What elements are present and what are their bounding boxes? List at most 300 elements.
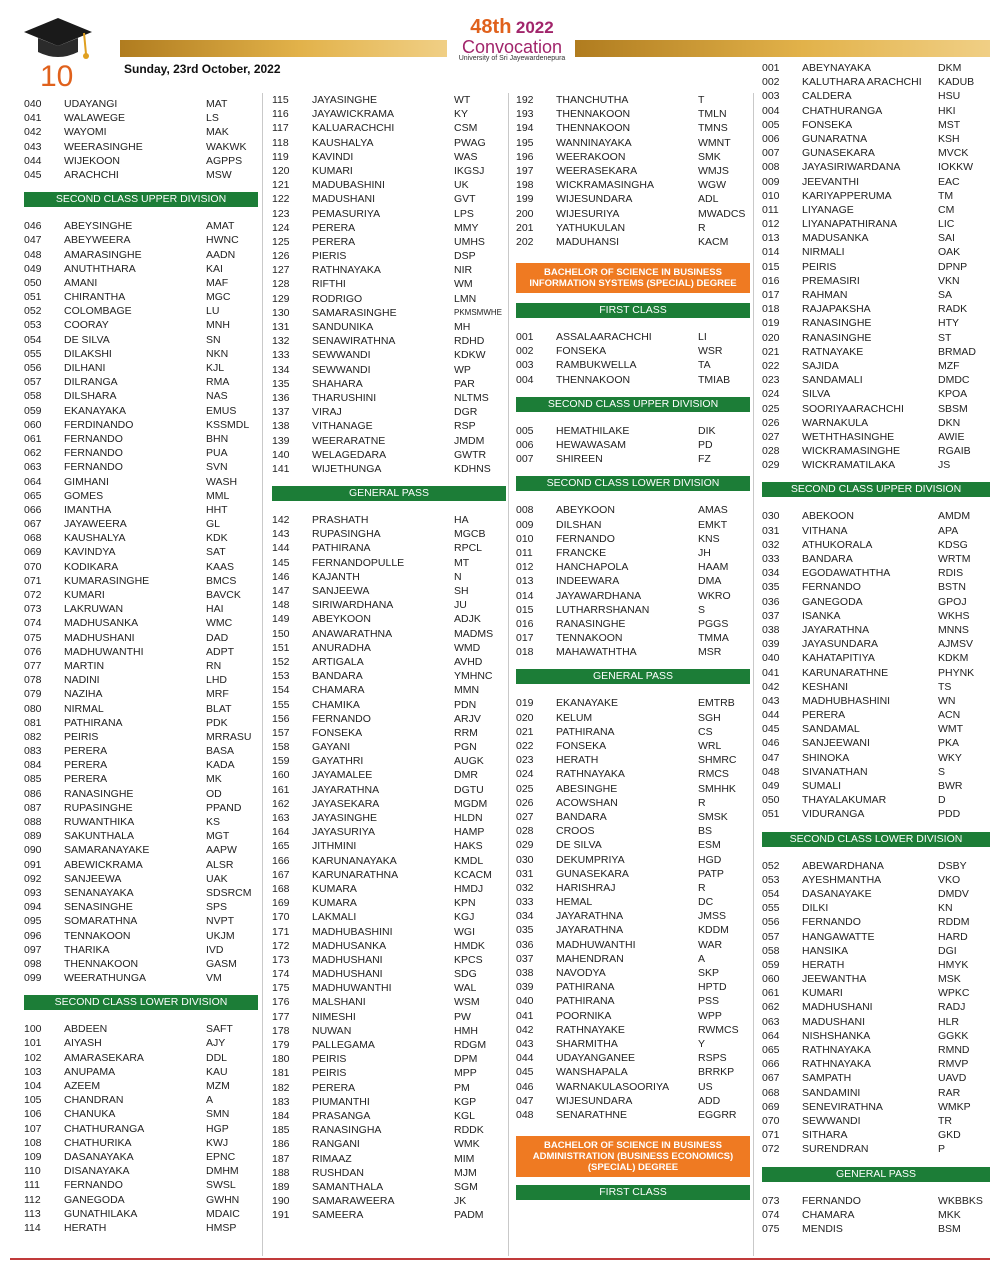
- graduate-initials: SVN: [206, 461, 228, 474]
- graduate-surname: SAMANTHALA: [312, 1180, 384, 1193]
- graduate-number: 198: [516, 179, 534, 192]
- graduate-surname: CHANDRAN: [64, 1094, 124, 1107]
- graduate-number: 190: [272, 1195, 290, 1208]
- graduate-surname: YATHUKULAN: [556, 221, 626, 234]
- graduate-initials: CSM: [454, 122, 478, 135]
- graduate-initials: KAU: [206, 1065, 228, 1078]
- graduate-surname: WICKRAMASINGHA: [556, 179, 655, 192]
- graduate-number: 028: [762, 445, 780, 458]
- graduate-number: 058: [762, 944, 780, 957]
- graduate-initials: IOKKW: [938, 161, 974, 174]
- graduate-row: [762, 245, 990, 259]
- graduate-initials: HAI: [206, 603, 224, 616]
- graduate-number: 041: [24, 112, 42, 125]
- graduate-surname: ABESINGHE: [556, 782, 618, 795]
- graduate-number: 170: [272, 911, 290, 924]
- graduate-row: [516, 424, 750, 438]
- graduate-row: [24, 233, 258, 247]
- graduation-cap-icon: [22, 14, 94, 64]
- graduate-initials: RMA: [206, 376, 230, 389]
- page-number: 10: [40, 60, 74, 93]
- graduate-initials: DPNP: [938, 260, 968, 273]
- graduate-number: 138: [272, 420, 290, 433]
- graduate-initials: NIR: [454, 264, 473, 277]
- graduate-number: 143: [272, 528, 290, 541]
- graduate-row: [272, 249, 506, 263]
- graduate-initials: MZF: [938, 359, 960, 372]
- graduate-row: [24, 702, 258, 716]
- degree-banner: BACHELOR OF SCIENCE IN BUSINESS ADMINISTRATION (BUSINESS ECONOMICS) (SPECIAL) DEGREE: [516, 1136, 750, 1177]
- graduate-number: 019: [516, 697, 534, 710]
- graduate-number: 038: [762, 623, 780, 636]
- graduate-row: [762, 189, 990, 203]
- graduate-initials: R: [698, 881, 706, 894]
- graduate-number: 104: [24, 1080, 42, 1092]
- graduate-initials: KPN: [454, 897, 476, 910]
- graduate-initials: DMR: [454, 769, 478, 782]
- graduate-number: 093: [24, 886, 42, 899]
- graduate-initials: RGAIB: [938, 445, 971, 458]
- graduate-number: 127: [272, 264, 290, 277]
- graduate-number: 122: [272, 193, 290, 206]
- graduate-surname: GANEGODA: [64, 1193, 125, 1206]
- graduate-initials: BMCS: [206, 574, 237, 587]
- graduate-initials: EMUS: [206, 404, 237, 417]
- graduate-surname: UDAYANGANEE: [556, 1052, 635, 1065]
- graduate-number: 137: [272, 406, 290, 419]
- graduate-row: [24, 687, 258, 701]
- graduate-initials: RSPS: [698, 1052, 727, 1065]
- graduate-initials: RRM: [454, 726, 478, 739]
- graduate-number: 046: [24, 220, 42, 233]
- graduate-number: 047: [762, 751, 780, 764]
- graduate-row: [24, 154, 258, 168]
- graduate-row: [516, 938, 750, 952]
- graduate-number: 118: [272, 136, 289, 149]
- graduate-number: 029: [516, 839, 534, 852]
- graduate-initials: HTY: [938, 317, 959, 330]
- graduate-row: [272, 513, 506, 527]
- graduate-number: 196: [516, 150, 534, 163]
- graduate-initials: WPKC: [938, 987, 970, 1000]
- graduate-surname: KAVINDI: [312, 150, 354, 163]
- graduate-number: 117: [272, 122, 289, 135]
- graduate-row: [272, 277, 506, 291]
- graduate-row: [272, 1152, 506, 1166]
- graduate-initials: KS: [206, 816, 221, 828]
- graduate-initials: MVCK: [938, 147, 969, 160]
- graduate-row: [762, 217, 990, 231]
- graduate-row: [24, 1093, 258, 1107]
- graduate-row: [516, 1023, 750, 1037]
- graduate-row: [762, 1222, 990, 1236]
- graduate-number: 153: [272, 670, 290, 683]
- graduate-row: [272, 1081, 506, 1095]
- graduate-initials: JMDM: [454, 434, 485, 447]
- graduate-surname: EKANAYAKA: [64, 404, 127, 417]
- graduate-surname: SAMARANAYAKE: [64, 844, 150, 857]
- graduate-number: 040: [516, 995, 534, 1008]
- graduate-row: [272, 598, 506, 612]
- graduate-surname: FERNANDO: [802, 581, 861, 594]
- graduate-surname: JAYARATHNA: [802, 623, 870, 636]
- column-4: [762, 61, 990, 1236]
- graduate-row: [24, 276, 258, 290]
- graduate-initials: AVHD: [454, 655, 483, 668]
- graduate-number: 021: [516, 725, 534, 738]
- graduate-row: [762, 930, 990, 944]
- graduate-surname: RANASINGHE: [556, 617, 626, 630]
- graduate-number: 032: [516, 881, 534, 894]
- graduate-number: 195: [516, 136, 534, 149]
- graduate-surname: HERATH: [802, 958, 845, 971]
- graduate-surname: PEIRIS: [64, 730, 99, 743]
- graduate-list: [762, 859, 990, 1157]
- graduate-initials: MZM: [206, 1080, 230, 1092]
- graduate-row: [24, 1051, 258, 1065]
- convocation-logo: [447, 16, 577, 76]
- graduate-number: 074: [762, 1208, 780, 1221]
- graduate-number: 053: [24, 319, 42, 332]
- graduate-number: 040: [762, 652, 780, 665]
- graduate-surname: HARISHRAJ: [556, 881, 616, 894]
- graduate-surname: MADHUSHANI: [64, 631, 135, 644]
- graduate-surname: KARUNARATHNA: [312, 868, 399, 881]
- graduate-surname: PEIRIS: [312, 1067, 347, 1080]
- graduate-initials: SN: [206, 333, 221, 346]
- graduate-number: 015: [762, 260, 780, 273]
- graduate-row: [24, 560, 258, 574]
- graduate-initials: ADL: [698, 193, 719, 206]
- graduate-initials: PWAG: [454, 136, 486, 149]
- graduate-surname: ISANKA: [802, 609, 841, 622]
- graduate-surname: HERATH: [556, 754, 599, 767]
- graduate-surname: WIJETHUNGA: [312, 462, 382, 475]
- graduate-row: [24, 716, 258, 730]
- graduate-surname: LIYANAGE: [802, 203, 854, 216]
- graduate-number: 046: [762, 737, 780, 750]
- graduate-surname: RANASINGHE: [802, 331, 872, 344]
- graduate-number: 022: [762, 359, 780, 372]
- graduate-initials: WMNT: [698, 136, 731, 149]
- graduate-surname: SAMARAWEERA: [312, 1195, 395, 1208]
- graduate-surname: MALSHANI: [312, 996, 366, 1009]
- graduate-initials: Y: [698, 1037, 706, 1050]
- graduate-row: [272, 669, 506, 683]
- graduate-row: [762, 160, 990, 174]
- graduate-number: 173: [272, 953, 290, 966]
- graduate-initials: MT: [454, 556, 470, 569]
- graduate-initials: UAK: [206, 872, 228, 885]
- graduate-row: [272, 1066, 506, 1080]
- graduate-row: [272, 570, 506, 584]
- graduate-surname: JAYARATHNA: [556, 924, 624, 937]
- graduate-row: [762, 104, 990, 118]
- graduate-initials: KGL: [454, 1109, 476, 1122]
- graduate-initials: RPCL: [454, 542, 483, 555]
- graduate-row: [762, 623, 990, 637]
- graduate-row: [272, 377, 506, 391]
- graduate-row: [24, 900, 258, 914]
- graduate-row: [516, 136, 750, 150]
- graduate-number: 060: [24, 418, 42, 431]
- graduate-initials: KN: [938, 902, 953, 915]
- graduate-number: 044: [516, 1052, 534, 1065]
- graduate-row: [762, 1114, 990, 1128]
- graduate-number: 075: [762, 1222, 780, 1235]
- graduate-surname: POORNIKA: [556, 1009, 612, 1022]
- graduate-initials: PDD: [938, 808, 961, 821]
- graduate-initials: AMAS: [698, 504, 728, 517]
- graduate-surname: KUMARASINGHE: [64, 574, 150, 587]
- graduate-number: 042: [516, 1023, 534, 1036]
- graduate-initials: MMN: [454, 684, 480, 697]
- graduate-initials: KAI: [206, 262, 223, 275]
- graduate-number: 012: [762, 218, 780, 231]
- graduate-initials: DDL: [206, 1051, 228, 1064]
- graduate-row: [24, 801, 258, 815]
- graduate-initials: WKY: [938, 751, 962, 764]
- graduate-initials: MGCB: [454, 528, 486, 541]
- graduate-surname: THAYALAKUMAR: [802, 794, 887, 807]
- graduate-surname: MAHENDRAN: [556, 952, 624, 965]
- graduate-number: 012: [516, 561, 534, 574]
- graduate-row: [24, 1122, 258, 1136]
- graduate-initials: PDK: [206, 716, 228, 729]
- graduate-initials: S: [698, 603, 706, 616]
- graduate-row: [272, 541, 506, 555]
- section-heading: GENERAL PASS: [516, 669, 750, 684]
- graduate-row: [516, 767, 750, 781]
- graduate-number: 099: [24, 972, 42, 985]
- column-1: [24, 97, 258, 1235]
- graduate-row: [272, 320, 506, 334]
- graduate-surname: JEEVANTHI: [802, 175, 859, 188]
- graduate-number: 050: [762, 794, 780, 807]
- graduate-surname: PATHIRANA: [556, 725, 615, 738]
- graduate-initials: RAR: [938, 1086, 961, 1099]
- graduate-initials: WAL: [454, 982, 477, 995]
- graduate-surname: SURENDRAN: [802, 1143, 869, 1156]
- graduate-number: 167: [272, 868, 290, 881]
- graduate-row: [24, 111, 258, 125]
- graduate-initials: DKN: [938, 416, 961, 429]
- graduate-row: [24, 168, 258, 182]
- graduate-surname: MADHUSANKA: [64, 617, 139, 630]
- graduate-row: [24, 1136, 258, 1150]
- graduate-initials: HMSP: [206, 1221, 237, 1234]
- graduate-initials: EAC: [938, 175, 960, 188]
- graduate-initials: AAPW: [206, 844, 237, 857]
- graduate-initials: MK: [206, 773, 222, 786]
- graduate-initials: OD: [206, 787, 222, 800]
- graduate-number: 001: [516, 331, 534, 344]
- graduate-number: 045: [24, 168, 42, 181]
- graduate-number: 059: [762, 958, 780, 971]
- graduate-row: [272, 712, 506, 726]
- graduate-initials: DGI: [938, 944, 957, 957]
- graduate-number: 006: [762, 132, 780, 145]
- graduate-surname: ARTIGALA: [312, 655, 364, 668]
- graduate-surname: ANURADHA: [312, 641, 371, 654]
- graduate-surname: SANJEEWA: [312, 585, 370, 597]
- graduate-row: [272, 1123, 506, 1137]
- graduate-surname: MADHUSHANI: [312, 953, 383, 966]
- graduate-surname: SANDAMALI: [802, 374, 863, 387]
- graduate-number: 003: [762, 90, 780, 103]
- logo-year: 2022: [515, 18, 554, 37]
- graduate-row: [762, 552, 990, 566]
- graduate-initials: DGR: [454, 406, 478, 419]
- graduate-row: [516, 574, 750, 588]
- graduate-number: 114: [24, 1221, 41, 1234]
- graduate-number: 179: [272, 1039, 290, 1051]
- graduate-surname: KUMARI: [64, 589, 105, 601]
- graduate-initials: LU: [206, 305, 220, 318]
- graduate-initials: MDAIC: [206, 1207, 240, 1220]
- graduate-number: 061: [762, 987, 780, 1000]
- graduate-surname: HANCHAPOLA: [556, 561, 629, 574]
- graduate-initials: TS: [938, 680, 952, 693]
- graduate-initials: TMLN: [698, 108, 727, 121]
- graduate-surname: AIYASH: [64, 1037, 102, 1050]
- graduate-initials: ARJV: [454, 712, 481, 725]
- graduate-surname: SANDAMAL: [802, 723, 860, 736]
- graduate-surname: CHAMARA: [312, 684, 365, 697]
- graduate-number: 048: [762, 765, 780, 778]
- graduate-number: 058: [24, 390, 42, 403]
- graduate-number: 007: [762, 147, 780, 160]
- graduate-row: [272, 405, 506, 419]
- graduate-initials: TMNS: [698, 122, 728, 135]
- graduate-row: [762, 1128, 990, 1142]
- graduate-surname: GUNARATNA: [802, 132, 868, 145]
- graduate-initials: ADJK: [454, 613, 481, 626]
- graduate-row: [272, 1166, 506, 1180]
- graduate-row: [272, 419, 506, 433]
- graduate-number: 092: [24, 872, 42, 885]
- graduate-number: 150: [272, 627, 290, 640]
- graduate-number: 073: [762, 1194, 780, 1207]
- graduate-initials: MML: [206, 489, 230, 502]
- graduate-number: 057: [762, 930, 780, 943]
- graduate-row: [516, 150, 750, 164]
- graduate-number: 039: [516, 981, 534, 994]
- graduate-surname: CHANUKA: [64, 1108, 116, 1121]
- graduate-initials: SH: [454, 585, 469, 597]
- graduate-number: 043: [516, 1037, 534, 1050]
- graduate-initials: HAAM: [698, 561, 729, 574]
- graduate-number: 171: [272, 925, 290, 938]
- graduate-row: [762, 402, 990, 416]
- graduate-row: [516, 909, 750, 923]
- graduate-number: 056: [762, 916, 780, 929]
- graduate-surname: FERNANDO: [64, 461, 123, 474]
- graduate-row: [272, 462, 506, 476]
- graduate-initials: RMND: [938, 1044, 970, 1056]
- graduate-initials: WAS: [454, 150, 478, 163]
- graduate-number: 091: [24, 858, 42, 871]
- graduate-initials: KDSG: [938, 538, 968, 551]
- graduate-initials: CS: [698, 725, 713, 738]
- graduate-initials: HWNC: [206, 234, 239, 247]
- graduate-row: [24, 843, 258, 857]
- graduate-initials: WT: [454, 94, 471, 106]
- graduate-surname: SEWWANDI: [802, 1114, 861, 1127]
- graduate-surname: AYESHMANTHA: [802, 873, 882, 886]
- graduate-surname: RAHMAN: [802, 289, 848, 301]
- graduate-number: 014: [516, 589, 534, 602]
- graduate-number: 068: [24, 532, 42, 545]
- graduate-number: 097: [24, 943, 42, 956]
- graduate-row: [272, 1109, 506, 1123]
- graduate-initials: MH: [454, 321, 471, 333]
- graduate-surname: NIMESHI: [312, 1010, 356, 1023]
- graduate-initials: WMJS: [698, 164, 729, 177]
- graduate-initials: OAK: [938, 246, 961, 259]
- graduate-number: 015: [516, 603, 534, 616]
- graduate-number: 105: [24, 1094, 42, 1107]
- graduate-initials: SBSM: [938, 402, 968, 415]
- graduate-row: [762, 1015, 990, 1029]
- graduate-surname: DILSHAN: [556, 518, 602, 531]
- graduate-number: 111: [24, 1179, 40, 1192]
- graduate-row: [272, 825, 506, 839]
- graduate-number: 036: [762, 595, 780, 608]
- graduate-surname: THENNAKOON: [556, 108, 631, 121]
- graduate-number: 069: [762, 1100, 780, 1113]
- graduate-number: 032: [762, 538, 780, 551]
- graduate-surname: VIRAJ: [312, 406, 342, 419]
- graduate-row: [272, 263, 506, 277]
- graduate-initials: EMTRB: [698, 697, 735, 710]
- graduate-initials: MNH: [206, 319, 230, 332]
- graduate-number: 158: [272, 741, 290, 754]
- graduate-number: 078: [24, 674, 42, 687]
- graduate-surname: JEEWANTHA: [802, 973, 867, 986]
- graduate-row: [272, 348, 506, 362]
- graduate-number: 025: [516, 782, 534, 795]
- graduate-row: [272, 93, 506, 107]
- graduate-surname: GOMES: [64, 489, 104, 502]
- graduate-initials: DSBY: [938, 859, 967, 872]
- graduate-surname: RUWANTHIKA: [64, 816, 135, 828]
- graduate-number: 048: [516, 1108, 534, 1121]
- graduate-number: 038: [516, 967, 534, 979]
- graduate-number: 116: [272, 108, 289, 121]
- graduate-initials: HA: [454, 514, 469, 527]
- graduate-surname: SANDUNIKA: [312, 321, 374, 333]
- graduate-row: [762, 751, 990, 765]
- graduate-number: 082: [24, 730, 42, 743]
- section-heading: GENERAL PASS: [762, 1167, 990, 1182]
- graduate-row: [762, 175, 990, 189]
- graduate-initials: TA: [698, 359, 711, 372]
- graduate-surname: PREMASIRI: [802, 274, 860, 287]
- graduate-initials: JU: [454, 599, 467, 612]
- graduate-number: 133: [272, 349, 290, 362]
- graduate-surname: ACOWSHAN: [556, 796, 618, 809]
- graduate-number: 073: [24, 603, 42, 616]
- graduate-surname: KODIKARA: [64, 560, 119, 573]
- graduate-surname: NISHSHANKA: [802, 1029, 871, 1042]
- graduate-list: [24, 97, 258, 182]
- graduate-initials: WMKP: [938, 1100, 971, 1113]
- graduate-surname: KUMARI: [312, 164, 353, 177]
- graduate-surname: PIUMANTHI: [312, 1095, 370, 1108]
- graduate-number: 178: [272, 1024, 290, 1037]
- graduate-surname: KALUARACHCHI: [312, 122, 395, 135]
